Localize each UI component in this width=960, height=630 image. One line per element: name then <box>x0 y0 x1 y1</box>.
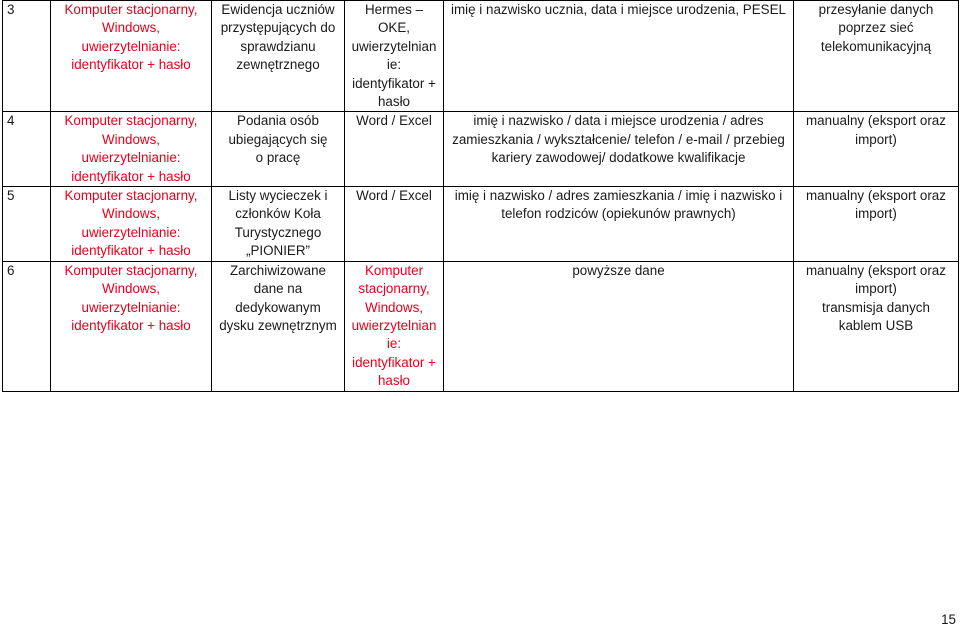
tool-cell: Hermes – OKE, uwierzytelnian ie: identyfikator + hasło <box>345 1 444 112</box>
table-row <box>3 112 959 187</box>
system-cell: Komputer stacjonarny, Windows, uwierzytelnianie: identyfikator + hasło <box>51 187 212 262</box>
dataset-name-cell: Zarchiwizowane dane na dedykowanym dysku zewnętrznym <box>212 261 345 391</box>
tool-cell: Word / Excel <box>345 112 444 187</box>
dataset-name-cell: Ewidencja uczniów przystępujących do sprawdzianu zewnętrznego <box>212 1 345 112</box>
system-cell: Komputer stacjonarny, Windows, uwierzytelnianie: identyfikator + hasło <box>51 112 212 187</box>
table-row <box>3 261 959 391</box>
page-number: 15 <box>941 612 956 627</box>
transfer-cell: manualny (eksport oraz import) transmisja danych kablem USB <box>794 261 959 391</box>
row-number: 5 <box>3 187 51 262</box>
data-scope-cell: imię i nazwisko / data i miejsce urodzenia / adres zamieszkania / wykształcenie/ telefon / e-mail / przebieg kariery zawodowej/ dodatkowe kwalifikacje <box>444 112 794 187</box>
data-scope-cell: powyższe dane <box>444 261 794 391</box>
data-scope-cell: imię i nazwisko / adres zamieszkania / imię i nazwisko i telefon rodziców (opiekunów prawnych) <box>444 187 794 262</box>
tool-cell: Komputer stacjonarny, Windows, uwierzytelnian ie: identyfikator + hasło <box>345 261 444 391</box>
row-number: 4 <box>3 112 51 187</box>
register-table <box>2 0 959 392</box>
dataset-name-cell: Podania osób ubiegających się o pracę <box>212 112 345 187</box>
dataset-name-cell: Listy wycieczek i członków Koła Turystycznego „PIONIER” <box>212 187 345 262</box>
transfer-cell: manualny (eksport oraz import) <box>794 187 959 262</box>
transfer-cell: przesyłanie danych poprzez sieć telekomunikacyjną <box>794 1 959 112</box>
table-row <box>3 1 959 112</box>
row-number: 6 <box>3 261 51 391</box>
data-scope-cell: imię i nazwisko ucznia, data i miejsce urodzenia, PESEL <box>444 1 794 112</box>
tool-cell: Word / Excel <box>345 187 444 262</box>
table-row <box>3 187 959 262</box>
system-cell: Komputer stacjonarny, Windows, uwierzytelnianie: identyfikator + hasło <box>51 261 212 391</box>
row-number: 3 <box>3 1 51 112</box>
system-cell: Komputer stacjonarny, Windows, uwierzytelnianie: identyfikator + hasło <box>51 1 212 112</box>
transfer-cell: manualny (eksport oraz import) <box>794 112 959 187</box>
